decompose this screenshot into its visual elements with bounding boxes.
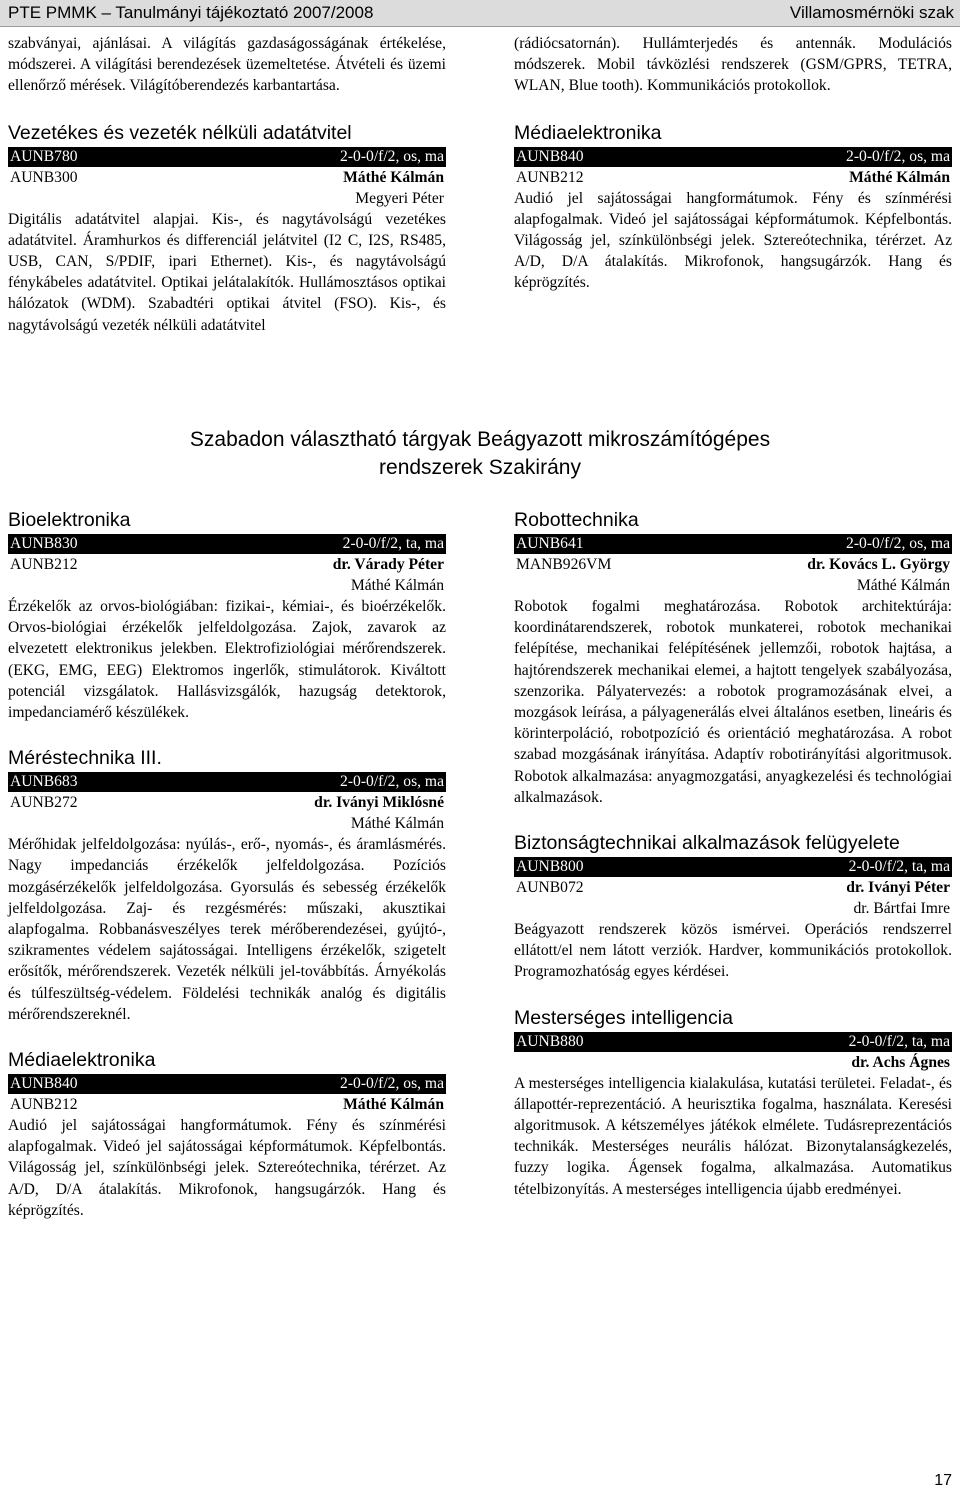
course-code-bar xyxy=(514,857,952,877)
continued-text-left: szabványai, ajánlásai. A világítás gazdaságosságának értékelése, módszerei. A világítási berendezések üzemeltetése. Átvételi és üzemi ellenőrző mérések. Világítóberendezés karbantartása. xyxy=(8,35,446,95)
header-left: PTE PMMK – Tanulmányi tájékoztató 2007/2008 xyxy=(8,3,374,22)
course-instructor: dr. Iványi Péter xyxy=(846,879,950,897)
course-block xyxy=(8,121,446,336)
course-code: AUNB800 xyxy=(516,858,584,876)
course-instructor-extra: Máthé Kálmán xyxy=(856,577,950,594)
course-title: Mesterséges intelligencia xyxy=(514,1006,733,1029)
course-schedule: 2-0-0/f/2, os, ma xyxy=(340,773,444,791)
bottom-left-column xyxy=(8,508,446,1221)
course-description: Beágyazott rendszerek közös ismérvei. Operációs rendszerrel ellátott/el nem látott verziók. Hardver, kommunikációs protokollok. Programozhatóság egyes kérdései. xyxy=(514,921,952,981)
course-instructor: dr. Achs Ágnes xyxy=(851,1053,950,1071)
page-number: 17 xyxy=(934,1472,952,1489)
course-title: Médiaelektronika xyxy=(8,1049,156,1072)
course-instructor: Máthé Kálmán xyxy=(849,168,950,186)
course-code-bar xyxy=(8,772,446,792)
section-title xyxy=(0,426,960,482)
course-instructor-extra: Máthé Kálmán xyxy=(350,815,444,833)
course-instructor: Máthé Kálmán xyxy=(343,168,444,186)
course-info-row xyxy=(514,554,952,575)
course-code-bar xyxy=(514,1032,952,1052)
course-title: Méréstechnika III. xyxy=(8,747,162,770)
course-code: AUNB830 xyxy=(10,535,78,552)
course-schedule: 2-0-0/f/2, ta, ma xyxy=(342,535,444,552)
course-title: Robottechnika xyxy=(514,509,639,531)
course-block xyxy=(8,1048,446,1221)
continued-text-right: (rádiócsatornán). Hullámterjedés és antennák. Modulációs módszerek. Mobil távközlési rendszerek (GSM/GPRS, TETRA, WLAN, Blue tooth). Kommunikációs protokollok. xyxy=(514,35,952,95)
course-code: AUNB683 xyxy=(10,773,78,791)
course-block xyxy=(514,831,952,983)
course-instructor-extra: dr. Bártfai Imre xyxy=(853,900,950,918)
course-schedule: 2-0-0/f/2, os, ma xyxy=(340,147,444,165)
course-description: Mérőhidak jelfeldolgozása: nyúlás-, erő-, nyomás-, és áramlásmérés. Nagy impedanciás érzékelők jelfeldolgozása. Pozíciós mozgásérzékelők jelfeldolgozása. Gyorsulás és sebesség érzékelők jelfeldolgozása. Zaj- és rezgésmérés: műszaki, akusztikai alapfogalma. Robbanásveszélyes terek mérőberendezései, gyújtó-, szikramentes védelem sajátosságai. Intelligens érzékelők, szigetelt erősítők, mérőrendszerek. Vezeték nélküli jel-továbbítás. Árnyékolás és túlfeszültség-védelem. Földelési technikák analóg és digitális mérőrendszereknél. xyxy=(8,836,446,1023)
course-code: AUNB780 xyxy=(10,147,78,165)
course-prereq: AUNB212 xyxy=(516,168,584,186)
course-instructor: dr. Várady Péter xyxy=(332,556,444,573)
course-info-row xyxy=(8,792,446,813)
section-title-line1: Szabadon választható tárgyak Beágyazott mikroszámítógépes xyxy=(189,428,771,451)
course-code-bar xyxy=(8,1074,446,1094)
course-title: Biztonságtechnikai alkalmazások felügyelete xyxy=(514,832,900,855)
course-instructor: dr. Kovács L. György xyxy=(807,556,950,573)
course-schedule: 2-0-0/f/2, os, ma xyxy=(846,147,950,165)
course-instructor: Máthé Kálmán xyxy=(343,1096,444,1114)
course-prereq: AUNB300 xyxy=(10,168,78,186)
course-schedule: 2-0-0/f/2, os, ma xyxy=(846,535,950,552)
course-prereq: MANB926VM xyxy=(516,556,612,573)
course-info-row xyxy=(514,877,952,898)
course-title: Bioelektronika xyxy=(8,509,131,531)
course-instructor: dr. Iványi Miklósné xyxy=(314,794,444,812)
course-prereq: AUNB072 xyxy=(516,879,584,897)
course-description: Audió jel sajátosságai hangformátumok. Fény és színmérési alapfogalmak. Videó jel sajátosságai képformátumok. Képfelbontás. Világosság jel, színkülönbségi jelek. Sztereótechnika, térérzet. Az A/D, D/A átalakítás. Mikrofonok, hangsugárzók. Hang és képrögzítés. xyxy=(8,1117,446,1219)
course-code: AUNB840 xyxy=(10,1075,78,1093)
course-prereq: AUNB212 xyxy=(10,1096,78,1114)
header-right: Villamosmérnöki szak xyxy=(789,3,954,22)
course-schedule: 2-0-0/f/2, ta, ma xyxy=(848,1032,950,1050)
page-header xyxy=(0,0,960,27)
top-right-column xyxy=(514,33,952,294)
course-description: Digitális adatátvitel alapjai. Kis-, és nagytávolságú vezetékes adatátvitel. Áramhurkos és differenciál jelátvitel (I2 C, I2S, RS485, USB, CAN, S/PDIF, ipari Ethernet). Kis-, és nagytávolságú fénykábeles adatátvitel. Optikai jelátalakítók. Hullámosztásos optikai hálózatok (WDM). Szabadtéri optikai átvitel (FSO). Kis-, és nagytávolságú vezeték nélküli adatátvitel xyxy=(8,210,446,334)
course-prereq: AUNB212 xyxy=(10,556,78,573)
top-left-column xyxy=(8,33,446,336)
course-instructor-extra: Máthé Kálmán xyxy=(350,577,444,594)
course-block xyxy=(514,1006,952,1200)
course-title: Vezetékes és vezeték nélküli adatátvitel xyxy=(8,121,352,144)
course-prereq: AUNB272 xyxy=(10,794,78,812)
course-code: AUNB840 xyxy=(516,147,584,165)
course-code-bar xyxy=(514,534,952,554)
course-info-row xyxy=(514,1052,952,1073)
course-block xyxy=(8,508,446,723)
course-block xyxy=(8,746,446,1025)
course-schedule: 2-0-0/f/2, ta, ma xyxy=(848,858,950,876)
course-info-row xyxy=(8,554,446,575)
course-schedule: 2-0-0/f/2, os, ma xyxy=(340,1075,444,1093)
course-description: Robotok fogalmi meghatározása. Robotok architektúrája: koordinátarendszerek, robotok munkaterei, robotok mechanikai felépítése, mechanikai felépítésének jellemzői, robotok hajtása, a hajtórendszerek mechanikai elemei, a hajtott tengelyek szabályozása, szenzorika. Pályatervezés: a robotok programozásának elvei, a mozgások leírása, a pályagenerálás elvei általános esetben, lineáris és körinterpoláció, robotpozíció és orientáció meghatározása. A robot szabad mozgásának irányítása. Adaptív robotirányítási algoritmusok. Robotok alkalmazása: anyagmozgatási, anyagkezelési és technológiai alkalmazások. xyxy=(514,598,952,806)
course-info-row xyxy=(8,1094,446,1115)
course-code: AUNB641 xyxy=(516,535,584,552)
course-code-bar xyxy=(514,147,952,167)
course-code-bar xyxy=(8,147,446,167)
course-description: Audió jel sajátosságai hangformátumok. Fény és színmérési alapfogalmak. Videó jel sajátosságai képformátumok. Képfelbontás. Világosság jel, színkülönbségi jelek. Sztereótechnika, térérzet. Az A/D, D/A átalakítás. Mikrofonok, hangsugárzók. Hang és képrögzítés. xyxy=(514,189,952,292)
section-title-line2: rendszerek Szakirány xyxy=(379,456,581,479)
course-code: AUNB880 xyxy=(516,1032,584,1050)
bottom-right-column xyxy=(514,508,952,1200)
course-block xyxy=(514,121,952,294)
course-info-row xyxy=(514,167,952,188)
course-info-row xyxy=(8,167,446,188)
course-description: A mesterséges intelligencia kialakulása, kutatási területei. Feladat-, és állapottér-reprezentáció. A heurisztika fogalma, használata. Keresési algoritmusok. A kétszemélyes játékok elmélete. Tudásreprezentációs technikák. Mesterséges neurális hálózat. Bizonytalanságkezelés, fuzzy logika. Ágensek fogalma, alkalmazása. Automatikus tételbizonyítás. A mesterséges intelligencia újabb eredményei. xyxy=(514,1074,952,1198)
course-block xyxy=(514,508,952,808)
course-instructor-extra: Megyeri Péter xyxy=(355,189,444,207)
course-title: Médiaelektronika xyxy=(514,121,662,144)
course-code-bar xyxy=(8,534,446,554)
course-description: Érzékelők az orvos-biológiában: fizikai-, kémiai-, és bioérzékelők. Orvos-biológiai érzékelők jelfeldolgozása. Zajok, zavarok az elvezetett elektronikus jelekben. Elektrofiziológiai mérőrendszerek. (EKG, EMG, EEG) Elektromos ingerlők, stimulátorok. Kiváltott potenciál vizsgálatok. Hallásvizsgálók, hazugság detektorok, impedanciamérő készülékek. xyxy=(8,598,446,722)
